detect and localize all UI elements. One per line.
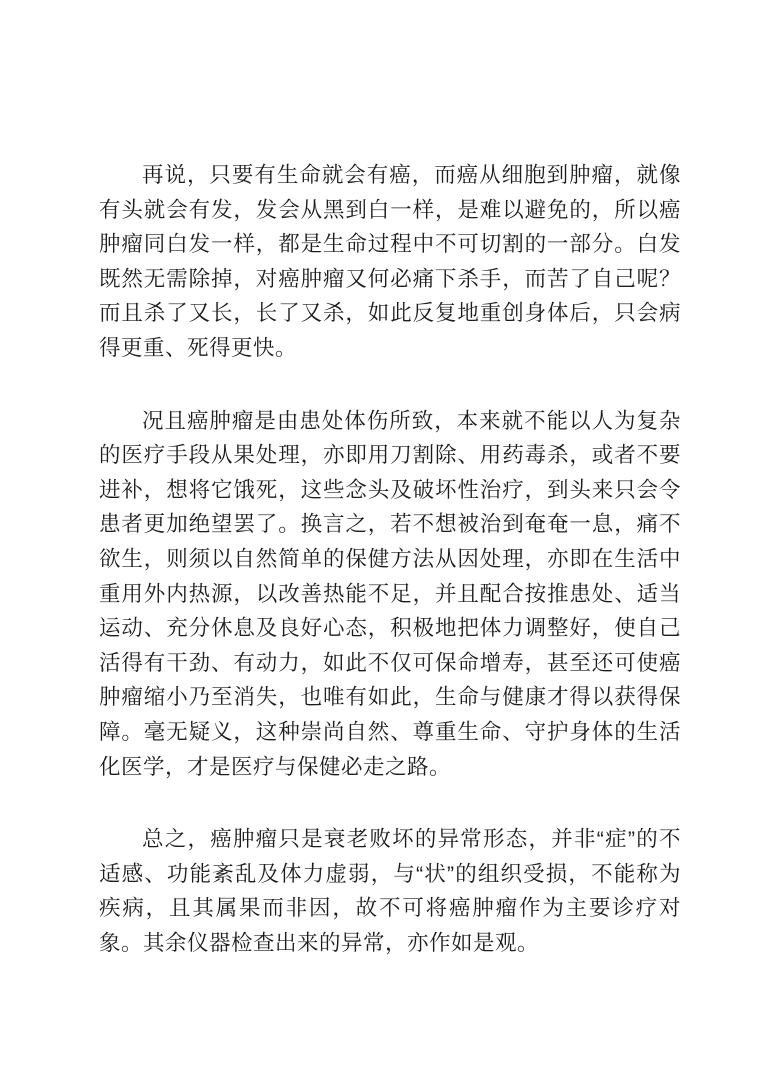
paragraph-1: 再说，只要有生命就会有癌，而癌从细胞到肿瘤，就像有头就会有发，发会从黑到白一样，是难以避免的，所以癌肿瘤同白发一样，都是生命过程中不可切割的一部分。白发既然无需除掉，对癌肿瘤又何必痛下杀手，而苦了自己呢？而且杀了又长，长了又杀，如此反复地重创身体后，只会病得更重、死得更快。 xyxy=(99,163,681,360)
paragraph-3: 总之，癌肿瘤只是衰老败坏的异常形态，并非“症”的不适感、功能紊乱及体力虚弱，与“状”的组织受损，不能称为疾病，且其属果而非因，故不可将癌肿瘤作为主要诊疗对象。其余仪器检查出来的异常，亦作如是观。 xyxy=(99,827,681,955)
document-text-block xyxy=(99,158,681,960)
paragraph-2: 况且癌肿瘤是由患处体伤所致，本来就不能以人为复杂的医疗手段从果处理，亦即用刀割除、用药毒杀，或者不要进补，想将它饿死，这些念头及破坏性治疗，到头来只会令患者更加绝望罢了。换言之，若不想被治到奄奄一息，痛不欲生，则须以自然简单的保健方法从因处理，亦即在生活中重用外内热源，以改善热能不足，并且配合按推患处、适当运动、充分休息及良好心态，积极地把体力调整好，使自己活得有干劲、有动力，如此不仅可保命增寿，甚至还可使癌肿瘤缩小乃至消失，也唯有如此，生命与健康才得以获得保障。毫无疑义，这种崇尚自然、尊重生命、守护身体的生活化医学，才是医疗与保健必走之路。 xyxy=(99,408,681,779)
